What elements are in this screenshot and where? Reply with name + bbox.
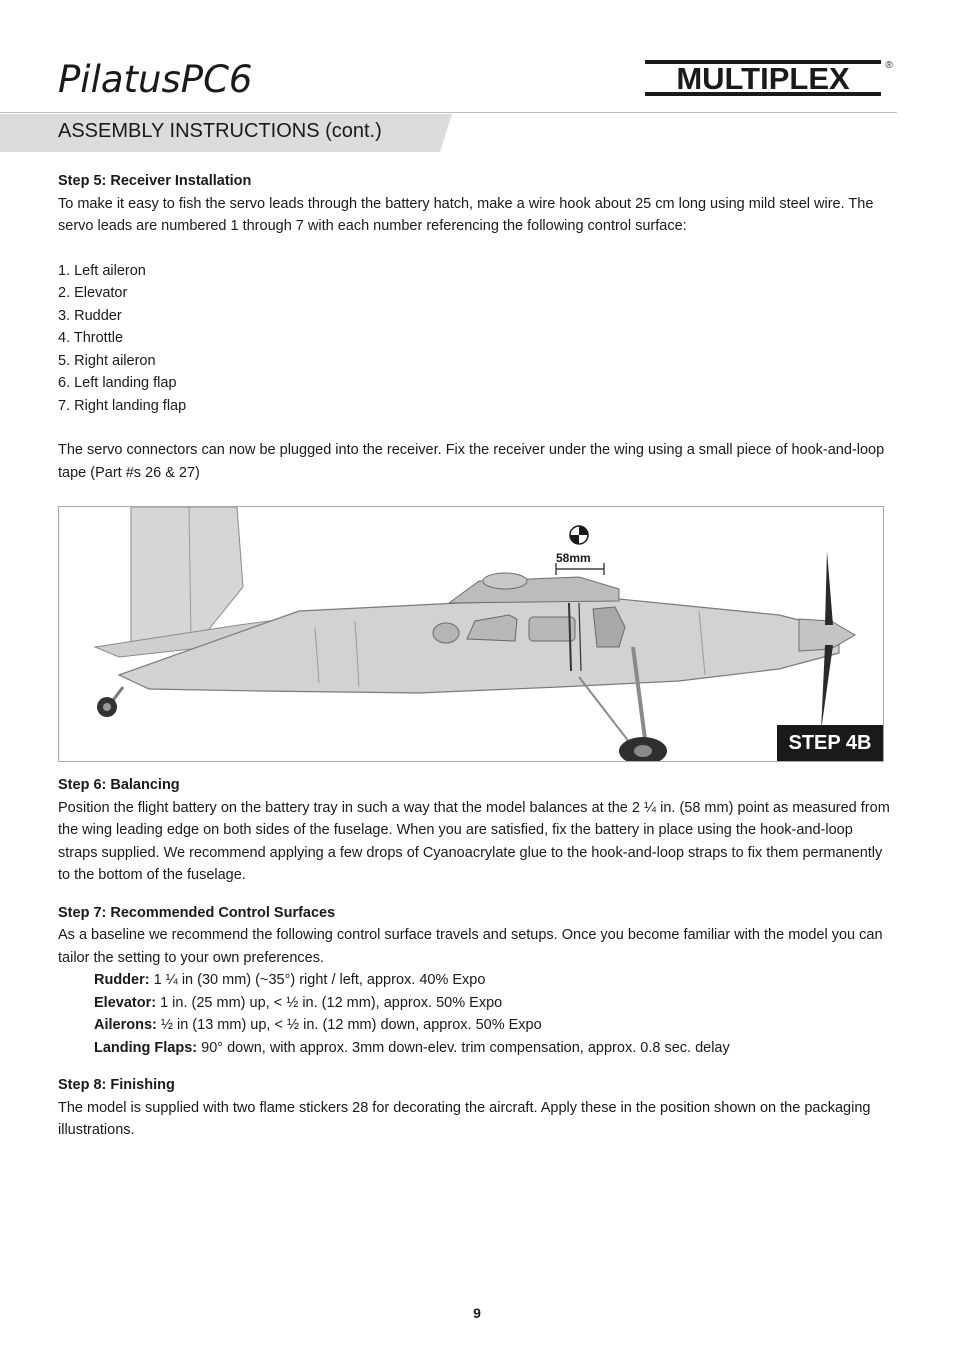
list-item: 6. Left landing flap — [58, 375, 177, 391]
setting-elevator: Elevator: 1 in. (25 mm) up, < ½ in. (12 mm), approx. 50% Expo — [94, 994, 503, 1011]
setting-landing-flaps: Landing Flaps: 90° down, with approx. 3mm down-elev. trim compensation, approx. 0.8 sec. delay — [94, 1039, 730, 1056]
setting-ailerons: Ailerons: ½ in (13 mm) up, < ½ in. (12 mm) down, approx. 50% Expo — [94, 1017, 542, 1033]
brand-text: MULTIPLEX — [676, 61, 850, 96]
step8-text: The model is supplied with two flame stickers 28 for decorating the aircraft. Apply these in the position shown on the packaging illustrations. — [58, 1099, 871, 1138]
step5-intro: To make it easy to fish the servo leads through the battery hatch, make a wire hook about 25 cm long using mild steel wire. The servo leads are numbered 1 through 7 with each number referencing the following control surface: — [58, 195, 874, 234]
page-number: 9 — [473, 1305, 481, 1321]
cg-symbol-icon — [570, 526, 588, 544]
section-title: ASSEMBLY INSTRUCTIONS (cont.) — [58, 120, 382, 142]
list-item: 5. Right aileron — [58, 352, 156, 369]
list-item: 1. Left aileron — [58, 262, 146, 279]
header-divider — [0, 112, 897, 113]
list-item: 2. Elevator — [58, 285, 128, 301]
step5-outro: The servo connectors can now be plugged into the receiver. Fix the receiver under the wing using a small piece of hook-and-loop tape (Part #s 26 & 27) — [58, 442, 885, 481]
step7-heading: Step 7: Recommended Control Surfaces — [58, 904, 336, 921]
setting-rudder: Rudder: 1 ¼ in (30 mm) (~35°) right / left, approx. 40% Expo — [94, 972, 486, 988]
cg-dimension-label: 58mm — [556, 551, 591, 565]
list-item: 7. Right landing flap — [58, 397, 187, 414]
step8-heading: Step 8: Finishing — [58, 1077, 175, 1093]
step-badge: STEP 4B — [777, 725, 883, 761]
list-item: 4. Throttle — [58, 330, 124, 346]
list-item: 3. Rudder — [58, 307, 122, 324]
aircraft-illustration — [58, 506, 884, 762]
step7-intro: As a baseline we recommend the following control surface travels and setups. Once you become familiar with the model you can tailor the setting to your own preferences. — [58, 927, 883, 966]
step5-section — [58, 170, 894, 484]
step6-text: Position the flight battery on the battery tray in such a way that the model balances at the 2 ¼ in. (58 mm) point as measured from the wing leading edge on both sides of the fuselage. When you are satisfied, fix the battery in place using the hook-and-loop straps supplied. We recommend applying a few drops of Cyanoacrylate glue to the hook-and-loop straps to fix them permanently to the bottom of the fuselage. — [58, 799, 890, 883]
document-title: PilatusPC6 — [58, 58, 253, 101]
step6-heading: Step 6: Balancing — [58, 777, 180, 793]
multiplex-logo — [643, 56, 895, 100]
registered-mark: ® — [885, 60, 893, 71]
step5-heading: Step 5: Receiver Installation — [58, 173, 252, 189]
pilatus-side-view — [59, 507, 883, 761]
lower-section — [58, 774, 894, 1142]
